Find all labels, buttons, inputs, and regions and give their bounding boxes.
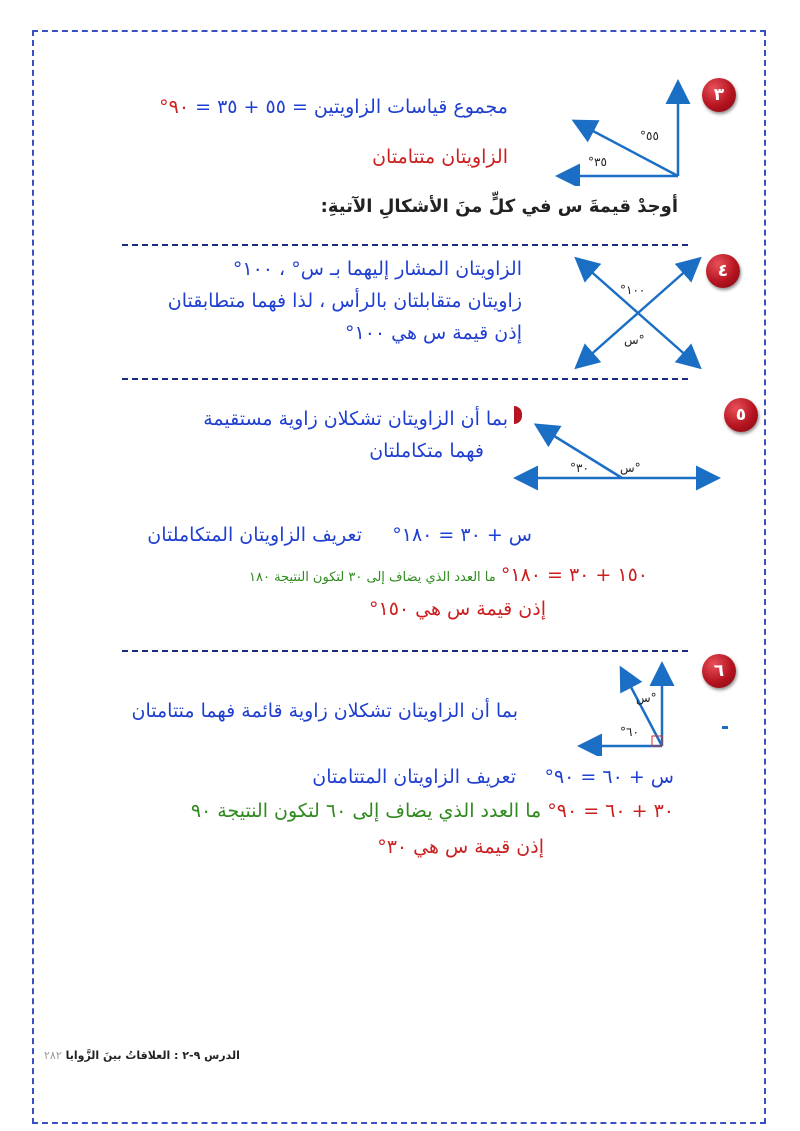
problem-6-figure xyxy=(576,660,696,756)
problem-6-eq-2 xyxy=(191,800,674,822)
separator xyxy=(122,244,688,246)
lesson-title: الدرس ٩-٢ : العلاقاتُ بينَ الزَّوايا xyxy=(65,1049,240,1062)
problem-4-line-1: الزاويتان المشار إليهما بـ س° ، ١٠٠° xyxy=(232,258,522,280)
decoration xyxy=(722,726,728,729)
instruction: أوجدْ قيمةَ س في كلٍّ منَ الأشكالِ الآتيةِ: xyxy=(320,196,678,217)
angle-label: س° xyxy=(620,461,641,475)
page-number: ٢٨٢ xyxy=(44,1049,62,1062)
problem-6-eq-1-note: تعريف الزاويتان المتتامتان xyxy=(312,766,516,788)
angle-label: س° xyxy=(636,691,657,705)
problem-6-answer: إذن قيمة س هي ٣٠° xyxy=(377,836,544,858)
equation-2: ٣٠ + ٦٠ = ٩٠° xyxy=(547,800,674,822)
problem-5-eq-2 xyxy=(249,564,648,586)
problem-6-line-1: بما أن الزاويتان تشكلان زاوية قائمة فهما متتامتان xyxy=(131,700,518,722)
problem-5-eq-1-note: تعريف الزاويتان المتكاملتان xyxy=(147,524,362,546)
problem-6-eq-1-expression: س + ٦٠ = ٩٠° xyxy=(544,766,674,788)
problem-5-line-2: فهما متكاملتان xyxy=(369,440,484,462)
sum-result: ٩٠° xyxy=(159,96,190,118)
problem-4-badge: ٤ xyxy=(706,254,740,288)
separator xyxy=(122,650,688,652)
problem-5-eq-1-expression: س + ٣٠ = ١٨٠° xyxy=(392,524,532,546)
problem-5-answer: إذن قيمة س هي ١٥٠° xyxy=(368,598,546,620)
equation-2-note: ما العدد الذي يضاف إلى ٣٠ لتكون النتيجة ١٨٠ xyxy=(249,570,496,585)
separator xyxy=(122,378,688,380)
angle-label: °٣٥ xyxy=(588,155,607,169)
problem-3-figure xyxy=(548,76,698,186)
angle-label: °١٠٠ xyxy=(620,283,646,297)
equation-2: ١٥٠ + ٣٠ = ١٨٠° xyxy=(500,564,648,586)
problem-3-conclusion: الزاويتان متتامتان xyxy=(372,146,508,168)
angle-label: °٥٥ xyxy=(640,129,659,143)
problem-4-line-3: إذن قيمة س هي ١٠٠° xyxy=(344,322,522,344)
problem-4-line-2: زاويتان متقابلتان بالرأس ، لذا فهما متطابقتان xyxy=(167,290,522,312)
equation-2-note: ما العدد الذي يضاف إلى ٦٠ لتكون النتيجة ٩٠ xyxy=(190,800,542,822)
angle-label: °٦٠ xyxy=(620,725,639,739)
problem-5-badge: ٥ xyxy=(724,398,758,432)
problem-3-badge: ٣ xyxy=(702,78,736,112)
angle-label: °٣٠ xyxy=(570,461,589,475)
angle-label: س° xyxy=(624,333,645,347)
problem-5-figure xyxy=(512,418,722,498)
problem-5-line-1: بما أن الزاويتان تشكلان زاوية مستقيمة xyxy=(203,408,508,430)
sum-expression: مجموع قياسات الزاويتين = ٥٥ + ٣٥ = xyxy=(195,96,508,118)
page-footer xyxy=(44,1049,240,1062)
problem-6-badge: ٦ xyxy=(702,654,736,688)
problem-4-figure xyxy=(568,252,708,374)
problem-3-sum-line xyxy=(159,96,508,118)
